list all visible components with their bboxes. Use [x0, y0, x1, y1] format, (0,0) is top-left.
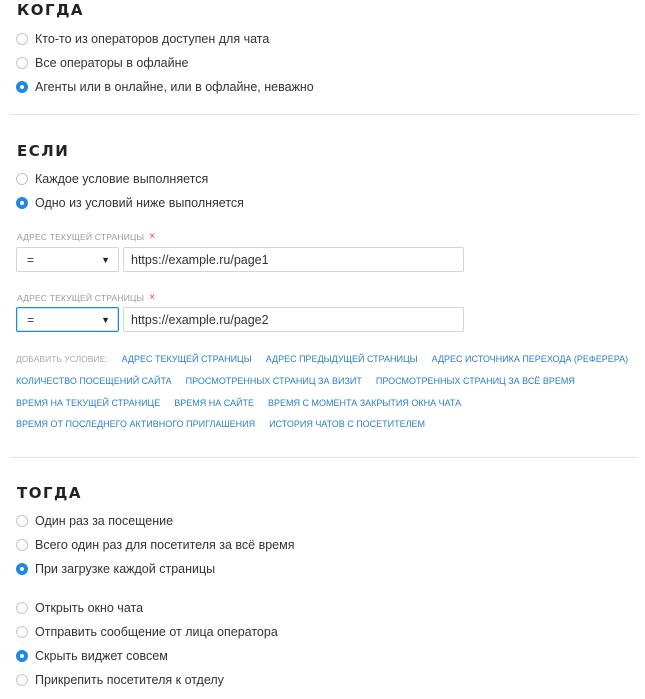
radio-label: Скрыть виджет совсем	[35, 649, 168, 663]
add-condition-link[interactable]: ВРЕМЯ НА ТЕКУЩЕЙ СТРАНИЦЕ	[16, 398, 161, 408]
when-section-title: КОГДА	[17, 1, 85, 19]
section-divider	[10, 457, 638, 458]
condition-label-text: АДРЕС ТЕКУЩЕЙ СТРАНИЦЫ	[17, 231, 145, 242]
condition-label	[17, 292, 155, 303]
if-option-all-conditions[interactable]	[16, 170, 208, 188]
add-condition-link[interactable]: АДРЕС ПРЕДЫДУЩЕЙ СТРАНИЦЫ	[265, 354, 418, 364]
then-frequency-every-page[interactable]	[16, 560, 215, 578]
if-option-any-condition[interactable]	[16, 194, 244, 212]
when-option-operator-available[interactable]	[16, 30, 269, 48]
condition-url-input[interactable]	[123, 307, 464, 332]
add-condition-row	[16, 398, 475, 408]
then-action-assign-department[interactable]	[16, 671, 224, 689]
radio-label: Одно из условий ниже выполняется	[35, 196, 244, 210]
chevron-down-icon: ▼	[101, 314, 110, 325]
radio-label: При загрузке каждой страницы	[35, 562, 216, 576]
radio-label: Все операторы в офлайне	[35, 56, 189, 70]
radio-label: Всего один раз для посетителя за всё время	[35, 538, 295, 552]
condition-url-input[interactable]	[123, 247, 464, 272]
operator-value: =	[27, 252, 35, 267]
then-frequency-once-ever[interactable]	[16, 536, 295, 554]
radio-label: Один раз за посещение	[35, 514, 174, 528]
remove-condition-icon[interactable]: ×	[149, 231, 156, 242]
radio-icon[interactable]	[16, 173, 28, 185]
operator-value: =	[27, 312, 35, 327]
radio-icon[interactable]	[16, 602, 28, 614]
radio-icon[interactable]	[16, 539, 28, 551]
radio-checked-icon[interactable]	[16, 197, 28, 209]
add-condition-label: ДОБАВИТЬ УСЛОВИЕ:	[16, 354, 108, 364]
radio-label: Открыть окно чата	[35, 601, 144, 615]
condition-operator-select[interactable]	[16, 307, 119, 332]
remove-condition-icon[interactable]: ×	[149, 292, 156, 303]
add-condition-row	[16, 376, 589, 386]
add-condition-link[interactable]: АДРЕС ИСТОЧНИКА ПЕРЕХОДА (РЕФЕРЕРА)	[431, 354, 629, 364]
condition-label-text: АДРЕС ТЕКУЩЕЙ СТРАНИЦЫ	[17, 292, 145, 303]
add-condition-link[interactable]: ВРЕМЯ ОТ ПОСЛЕДНЕГО АКТИВНОГО ПРИГЛАШЕНИЯ	[16, 419, 256, 429]
radio-checked-icon[interactable]	[16, 563, 28, 575]
radio-label: Каждое условие выполняется	[35, 172, 209, 186]
when-option-any-status[interactable]	[16, 78, 314, 96]
radio-label: Прикрепить посетителя к отделу	[35, 673, 224, 687]
radio-label: Кто-то из операторов доступен для чата	[35, 32, 270, 46]
radio-icon[interactable]	[16, 33, 28, 45]
radio-icon[interactable]	[16, 515, 28, 527]
chevron-down-icon: ▼	[101, 254, 110, 265]
radio-label: Отправить сообщение от лица оператора	[35, 625, 278, 639]
condition-label	[17, 231, 155, 242]
section-divider	[10, 114, 638, 115]
add-condition-link[interactable]: АДРЕС ТЕКУЩЕЙ СТРАНИЦЫ	[121, 354, 252, 364]
add-condition-link[interactable]: ИСТОРИЯ ЧАТОВ С ПОСЕТИТЕЛЕМ	[269, 419, 426, 429]
radio-icon[interactable]	[16, 674, 28, 686]
radio-label: Агенты или в онлайне, или в офлайне, неважно	[35, 80, 314, 94]
add-condition-row	[16, 354, 642, 364]
condition-operator-select[interactable]	[16, 247, 119, 272]
when-option-all-offline[interactable]	[16, 54, 188, 72]
then-action-hide-widget[interactable]	[16, 647, 168, 665]
radio-icon[interactable]	[16, 626, 28, 638]
radio-icon[interactable]	[16, 57, 28, 69]
add-condition-link[interactable]: ПРОСМОТРЕННЫХ СТРАНИЦ ЗА ВСЁ ВРЕМЯ	[375, 376, 575, 386]
add-condition-row	[16, 419, 439, 429]
add-condition-link[interactable]: ВРЕМЯ С МОМЕНТА ЗАКРЫТИЯ ОКНА ЧАТА	[268, 398, 462, 408]
add-condition-link[interactable]: КОЛИЧЕСТВО ПОСЕЩЕНИЙ САЙТА	[16, 376, 172, 386]
add-condition-link[interactable]: ПРОСМОТРЕННЫХ СТРАНИЦ ЗА ВИЗИТ	[185, 376, 362, 386]
then-action-open-chat[interactable]	[16, 599, 143, 617]
radio-checked-icon[interactable]	[16, 81, 28, 93]
then-section-title: ТОГДА	[17, 484, 83, 502]
radio-checked-icon[interactable]	[16, 650, 28, 662]
if-section-title: ЕСЛИ	[17, 142, 70, 160]
then-action-send-message[interactable]	[16, 623, 278, 641]
then-frequency-once-per-visit[interactable]	[16, 512, 173, 530]
add-condition-link[interactable]: ВРЕМЯ НА САЙТЕ	[174, 398, 255, 408]
